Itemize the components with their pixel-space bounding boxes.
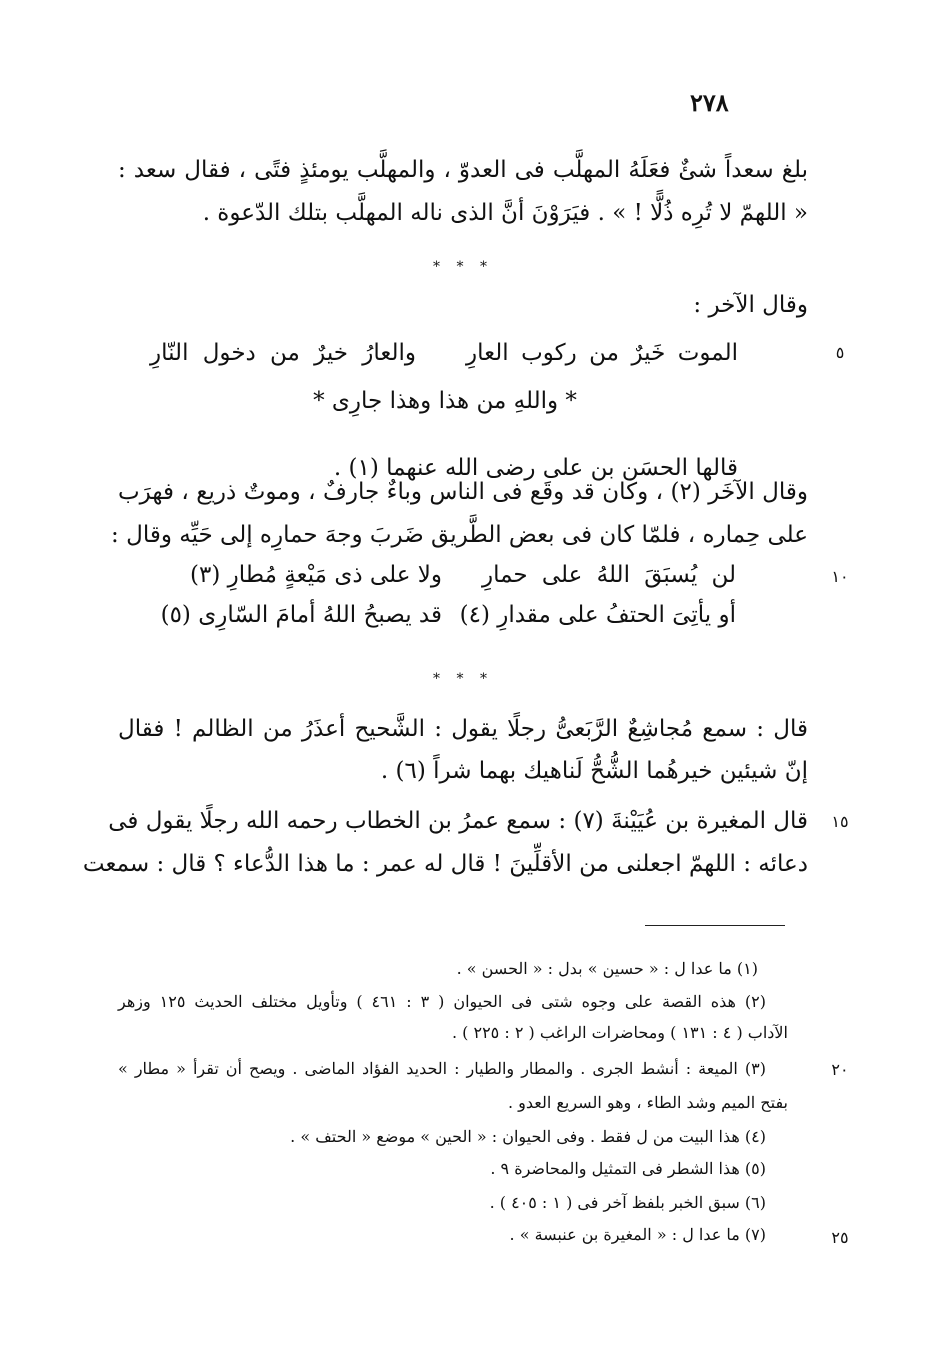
footnote-4: (٤) هذا البيت من ل فقط . وفى الحيوان : « الحين » موضع « الحتف » . — [290, 1127, 766, 1146]
verse-1-left-hemistich: والعارُ خيرٌ من دخول النّارِ — [150, 340, 416, 366]
body-line: « اللهمّ لا تُرِه ذُلًّا ! » . فيَرَوْنَ أنَّ الذى ناله المهلَّب بتلك الدّعوة . — [202, 200, 808, 226]
verse-2-right-hemistich: لن يُسبَقَ اللهُ على حمارِ — [482, 562, 736, 588]
footnote-7: (٧) ما عدا ل : « المغيرة بن عنبسة » . — [509, 1225, 766, 1244]
line-number-15: ١٥ — [831, 812, 849, 831]
verse-1 — [150, 338, 738, 368]
verse-3-right-hemistich: أو يأتِىَ الحتفُ على مقدارِ (٤) — [459, 602, 736, 628]
footnote-3-cont: بفتح الميم وشد الطاء ، وهو السريع العدو . — [507, 1093, 788, 1112]
body-line: قال المغيرة بن عُيَيْنةَ (٧) : سمع عمرُ بن الخطاب رحمه الله رجلًا يقول فى — [108, 808, 808, 834]
body-line: دعائه : اللهمّ اجعلنى من الأقلِّينَ ! قال له عمر : ما هذا الدُّعاء ؟ قال : سمعت — [82, 851, 808, 877]
footnote-rule — [645, 925, 785, 926]
line-number-25: ٢٥ — [831, 1228, 849, 1247]
verse-3-left-hemistich: قد يصبحُ اللهُ أمامَ السّارِى (٥) — [160, 602, 442, 628]
footnote-5: (٥) هذا الشطر فى التمثيل والمحاضرة ٩ . — [490, 1159, 766, 1178]
page-number: ٢٧٨ — [690, 88, 729, 117]
section-separator: * * * — [433, 671, 493, 687]
footnote-2: (٢) هذه القصة على وجوه شتى فى الحيوان ( ٣ : ٤٦١ ) وتأويل مختلف الحديث ١٢٥ وزهر — [118, 992, 767, 1011]
verse-1-extra: * واللهِ من هذا وهذا جارِى * — [313, 388, 577, 414]
footnote-6: (٦) سبق الخبر بلفظ آخر فى ( ١ : ٤٠٥ ) . — [489, 1193, 766, 1212]
verse-1-right-hemistich: الموت خَيرٌ من ركوب العارِ — [466, 340, 738, 366]
said-other-line: وقال الآخر : — [693, 292, 808, 318]
body-line: على حِماره ، فلمّا كان فى بعض الطَّريق ضَربَ وجهَ حمارِه إلى حَيِّه وقال : — [111, 522, 808, 548]
verse-2 — [190, 560, 736, 590]
body-line: بلغ سعداً شئٌ فعَلَهُ المهلَّب فى العدوّ ، والمهلَّب يومئذٍ فتًى ، فقال سعد : — [118, 157, 808, 183]
footnote-3: (٣) الميعة : أنشط الجرى . والمطار والطيار : الحديد الفؤاد الماضى . ويصح أن تقرأ « مطار » — [118, 1059, 766, 1078]
body-line: وقال الآخَر (٢) ، وكان قد وقَع فى الناس وباءٌ جارفٌ ، وموتٌ ذريع ، فهرَب — [118, 479, 808, 505]
body-line: إنّ شيئين خيرهُما الشُّحُّ لَناهيك بهما شراً (٦) . — [380, 758, 808, 784]
section-separator: * * * — [433, 259, 493, 275]
verse-2-left-hemistich: ولا على ذى مَيْعةٍ مُطارِ (٣) — [190, 562, 442, 588]
verse-3 — [160, 600, 736, 630]
line-number-5: ٥ — [835, 343, 845, 362]
line-number-10: ١٠ — [831, 567, 849, 586]
footnote-1: (١) ما عدا ل : « حسين » بدل : « الحسن » . — [456, 959, 758, 978]
attribution-line: قالها الحسَن بن على رضى الله عنهما (١) . — [333, 455, 738, 481]
body-line: قال : سمع مُجاشِعٌ الرَّبَعىُّ رجلًا يقول : الشَّحيح أعذَرُ من الظالم ! فقال — [118, 716, 808, 742]
footnote-2-cont: الآداب ( ٤ : ١٣١ ) ومحاضرات الراغب ( ٢ : ٢٢٥ ) . — [451, 1023, 788, 1042]
line-number-20: ٢٠ — [831, 1060, 849, 1079]
